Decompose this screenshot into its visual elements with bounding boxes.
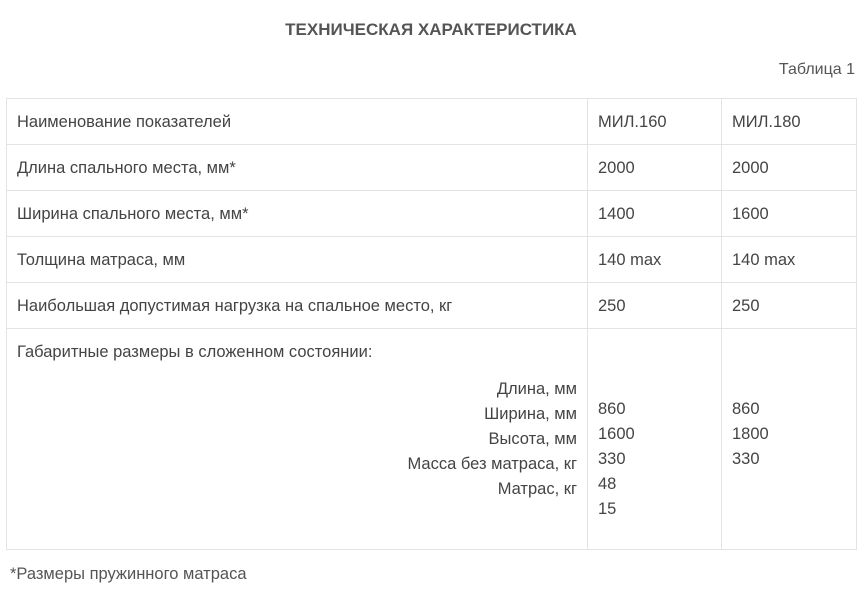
table-row bbox=[7, 145, 857, 191]
table-number: Таблица 1 bbox=[778, 61, 855, 78]
dimension-label: Масса без матраса, кг bbox=[407, 455, 577, 473]
dimensions-labels bbox=[17, 377, 577, 502]
dimension-label: Высота, мм bbox=[488, 430, 577, 448]
dimension-value: 860 bbox=[598, 400, 626, 418]
row-value-mil160: 1400 bbox=[588, 191, 722, 237]
document-title: ТЕХНИЧЕСКАЯ ХАРАКТЕРИСТИКА bbox=[285, 20, 577, 39]
dimensions-values-mil180 bbox=[722, 329, 857, 550]
row-value-mil180: 140 max bbox=[722, 237, 857, 283]
table-row bbox=[7, 191, 857, 237]
table-header-parameter: Наименование показателей bbox=[7, 99, 588, 145]
dimensions-label-cell bbox=[7, 329, 588, 550]
dimension-label: Длина, мм bbox=[496, 380, 577, 398]
row-value-mil180: 1600 bbox=[722, 191, 857, 237]
row-label: Толщина матраса, мм bbox=[7, 237, 588, 283]
row-value-mil160: 2000 bbox=[588, 145, 722, 191]
specifications-table bbox=[6, 98, 857, 550]
dimension-value: 1600 bbox=[598, 425, 635, 443]
table-row bbox=[7, 283, 857, 329]
dimension-value: 330 bbox=[598, 450, 626, 468]
table-header-mil180: МИЛ.180 bbox=[722, 99, 857, 145]
dimension-value: 15 bbox=[598, 500, 617, 518]
row-value-mil180: 250 bbox=[722, 283, 857, 329]
dimension-value: 330 bbox=[732, 450, 760, 468]
table-header-mil160: МИЛ.160 bbox=[588, 99, 722, 145]
table-row bbox=[7, 237, 857, 283]
row-value-mil180: 2000 bbox=[722, 145, 857, 191]
row-value-mil160: 250 bbox=[588, 283, 722, 329]
row-label: Длина спального места, мм* bbox=[7, 145, 588, 191]
dimensions-heading: Габаритные размеры в сложенном состоянии: bbox=[17, 343, 373, 361]
dimension-label: Ширина, мм bbox=[484, 405, 577, 423]
footnote: *Размеры пружинного матраса bbox=[10, 565, 247, 583]
dimension-value: 860 bbox=[732, 400, 760, 418]
dimension-label: Матрас, кг bbox=[497, 480, 577, 498]
dimension-value: 48 bbox=[598, 475, 617, 493]
row-label: Ширина спального места, мм* bbox=[7, 191, 588, 237]
table-row bbox=[7, 99, 857, 145]
dimensions-values-mil160 bbox=[588, 329, 722, 550]
row-value-mil160: 140 max bbox=[588, 237, 722, 283]
row-label: Наибольшая допустимая нагрузка на спальное место, кг bbox=[7, 283, 588, 329]
dimension-value: 1800 bbox=[732, 425, 769, 443]
table-row-dimensions bbox=[7, 329, 857, 550]
